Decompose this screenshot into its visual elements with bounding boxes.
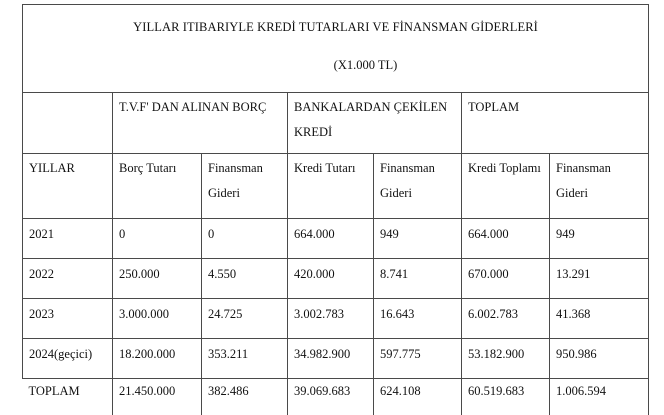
col-total-loan: Kredi Toplamı bbox=[462, 154, 550, 219]
debt-cell: 250.000 bbox=[113, 259, 202, 299]
unit-label: (X1.000 TL) bbox=[29, 55, 642, 75]
loan-cell: 664.000 bbox=[288, 219, 374, 259]
title-cell bbox=[23, 5, 649, 93]
col-years: YILLAR bbox=[23, 154, 113, 219]
table-row bbox=[23, 219, 649, 259]
group-tvf: T.V.F' DAN ALINAN BORÇ bbox=[113, 93, 288, 154]
column-header-row bbox=[23, 154, 649, 219]
debt-cell: 3.000.000 bbox=[113, 299, 202, 339]
group-header-row bbox=[23, 93, 649, 154]
debt-cell: 18.200.000 bbox=[113, 339, 202, 379]
grand-total-cost-cell: 1.006.594 bbox=[550, 379, 649, 415]
tvf-cost-cell: 24.725 bbox=[202, 299, 288, 339]
group-total: TOPLAM bbox=[462, 93, 649, 154]
total-cost-cell: 13.291 bbox=[550, 259, 649, 299]
bank-cost-cell: 8.741 bbox=[374, 259, 462, 299]
bank-cost-cell: 16.643 bbox=[374, 299, 462, 339]
total-loan-cell: 6.002.783 bbox=[462, 299, 550, 339]
col-tvf-finance-cost: Finansman Gideri bbox=[202, 154, 288, 219]
empty-cell bbox=[23, 93, 113, 154]
col-debt-amount: Borç Tutarı bbox=[113, 154, 202, 219]
grand-total-loan-cell: 60.519.683 bbox=[462, 379, 550, 415]
year-cell: 2022 bbox=[23, 259, 113, 299]
header-row bbox=[23, 5, 649, 93]
credit-table bbox=[22, 4, 649, 415]
col-total-finance-cost: Finansman Gideri bbox=[550, 154, 649, 219]
table-row bbox=[23, 259, 649, 299]
bank-cost-cell: 597.775 bbox=[374, 339, 462, 379]
tvf-cost-cell: 0 bbox=[202, 219, 288, 259]
loan-cell: 3.002.783 bbox=[288, 299, 374, 339]
tvf-cost-cell: 353.211 bbox=[202, 339, 288, 379]
tvf-cost-cell: 4.550 bbox=[202, 259, 288, 299]
total-debt-cell: 21.450.000 bbox=[113, 379, 202, 415]
group-bank: BANKALARDAN ÇEKİLEN KREDİ bbox=[288, 93, 462, 154]
total-loan-cell: 670.000 bbox=[462, 259, 550, 299]
loan-cell: 420.000 bbox=[288, 259, 374, 299]
total-label: TOPLAM bbox=[23, 379, 113, 415]
total-loan-cell: 664.000 bbox=[462, 219, 550, 259]
total-cost-cell: 950.986 bbox=[550, 339, 649, 379]
total-cost-cell: 949 bbox=[550, 219, 649, 259]
year-cell: 2024(geçici) bbox=[23, 339, 113, 379]
year-cell: 2021 bbox=[23, 219, 113, 259]
total-tvf-cost-cell: 382.486 bbox=[202, 379, 288, 415]
total-loan-amount-cell: 39.069.683 bbox=[288, 379, 374, 415]
year-cell: 2023 bbox=[23, 299, 113, 339]
debt-cell: 0 bbox=[113, 219, 202, 259]
table-title: YILLAR ITIBARIYLE KREDİ TUTARLARI VE FİNANSMAN GİDERLERİ bbox=[29, 5, 642, 37]
total-loan-cell: 53.182.900 bbox=[462, 339, 550, 379]
total-bank-cost-cell: 624.108 bbox=[374, 379, 462, 415]
total-cost-cell: 41.368 bbox=[550, 299, 649, 339]
col-loan-amount: Kredi Tutarı bbox=[288, 154, 374, 219]
bank-cost-cell: 949 bbox=[374, 219, 462, 259]
table-row bbox=[23, 339, 649, 379]
total-row bbox=[23, 379, 649, 415]
document bbox=[22, 4, 648, 415]
table-row bbox=[23, 299, 649, 339]
col-bank-finance-cost: Finansman Gideri bbox=[374, 154, 462, 219]
loan-cell: 34.982.900 bbox=[288, 339, 374, 379]
